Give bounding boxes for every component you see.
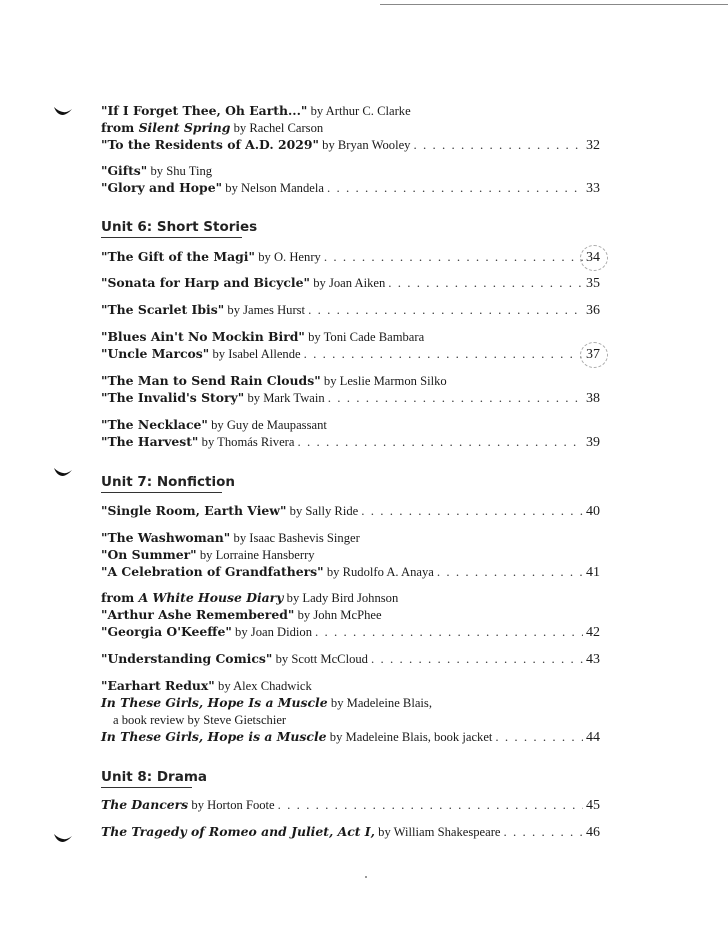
speck xyxy=(365,876,367,878)
toc-entry: "Earhart Redux" by Alex Chadwick xyxy=(101,678,312,693)
toc-entry: from Silent Spring by Rachel Carson xyxy=(101,120,324,135)
toc-entry: "Sonata for Harp and Bicycle" by Joan Aiken . . . 35 xyxy=(101,274,600,293)
toc-entry: "On Summer" by Lorraine Hansberry xyxy=(101,547,315,562)
toc-entry: In These Girls, Hope is a Muscle by Madeleine Blais, book jacket . . . 44 xyxy=(101,728,600,747)
toc-entry: The Tragedy of Romeo and Juliet, Act I, by William Shakespeare . . . 46 xyxy=(101,823,600,842)
toc-entry: "Glory and Hope" by Nelson Mandela . . . 33 xyxy=(101,179,600,198)
toc-entry: "The Washwoman" by Isaac Bashevis Singer xyxy=(101,530,360,545)
top-rule xyxy=(380,4,728,5)
toc-entry: In These Girls, Hope Is a Muscle by Madeleine Blais, xyxy=(101,695,432,710)
toc-entry: "If I Forget Thee, Oh Earth..." by Arthur C. Clarke xyxy=(101,103,411,118)
toc-entry: "The Harvest" by Thomás Rivera . . . 39 xyxy=(101,433,600,452)
toc-entry: "The Invalid's Story" by Mark Twain . . . 38 xyxy=(101,389,600,408)
toc-entry: "The Man to Send Rain Clouds" by Leslie Marmon Silko xyxy=(101,373,447,388)
unit-heading: Unit 8: Drama xyxy=(101,769,207,785)
toc-entry: a book review by Steve Gietschier xyxy=(113,713,287,727)
toc-entry: "A Celebration of Grandfathers" by Rudolfo A. Anaya . . . 41 xyxy=(101,563,600,582)
toc-entry: "To the Residents of A.D. 2029" by Bryan Wooley . . . 32 xyxy=(101,136,600,155)
toc-entry: from A White House Diary by Lady Bird Johnson xyxy=(101,590,399,605)
check-mark-icon xyxy=(52,464,74,480)
toc-entry: "Single Room, Earth View" by Sally Ride . . . 40 xyxy=(101,502,600,521)
check-mark-icon xyxy=(52,103,74,119)
unit-underline xyxy=(101,237,242,238)
toc-entry: "Arthur Ashe Remembered" by John McPhee xyxy=(101,607,382,622)
toc-entry: "Understanding Comics" by Scott McCloud . . . 43 xyxy=(101,650,600,669)
toc-entry: "The Gift of the Magi" by O. Henry . . . 34 xyxy=(101,248,600,267)
unit-heading: Unit 6: Short Stories xyxy=(101,219,258,235)
toc-entry: "The Necklace" by Guy de Maupassant xyxy=(101,417,327,432)
toc-entry: "Gifts" by Shu Ting xyxy=(101,163,213,178)
toc-entry: "Georgia O'Keeffe" by Joan Didion . . . 42 xyxy=(101,623,600,642)
unit-underline xyxy=(101,492,222,493)
toc-entry: The Dancers by Horton Foote . . . 45 xyxy=(101,796,600,815)
unit-heading: Unit 7: Nonfiction xyxy=(101,474,236,490)
unit-underline xyxy=(101,787,192,788)
toc-entry: "Blues Ain't No Mockin Bird" by Toni Cade Bambara xyxy=(101,329,425,344)
toc-entry: "The Scarlet Ibis" by James Hurst . . . 36 xyxy=(101,301,600,320)
check-mark-icon xyxy=(52,830,74,846)
toc-entry: "Uncle Marcos" by Isabel Allende . . . 37 xyxy=(101,345,600,364)
